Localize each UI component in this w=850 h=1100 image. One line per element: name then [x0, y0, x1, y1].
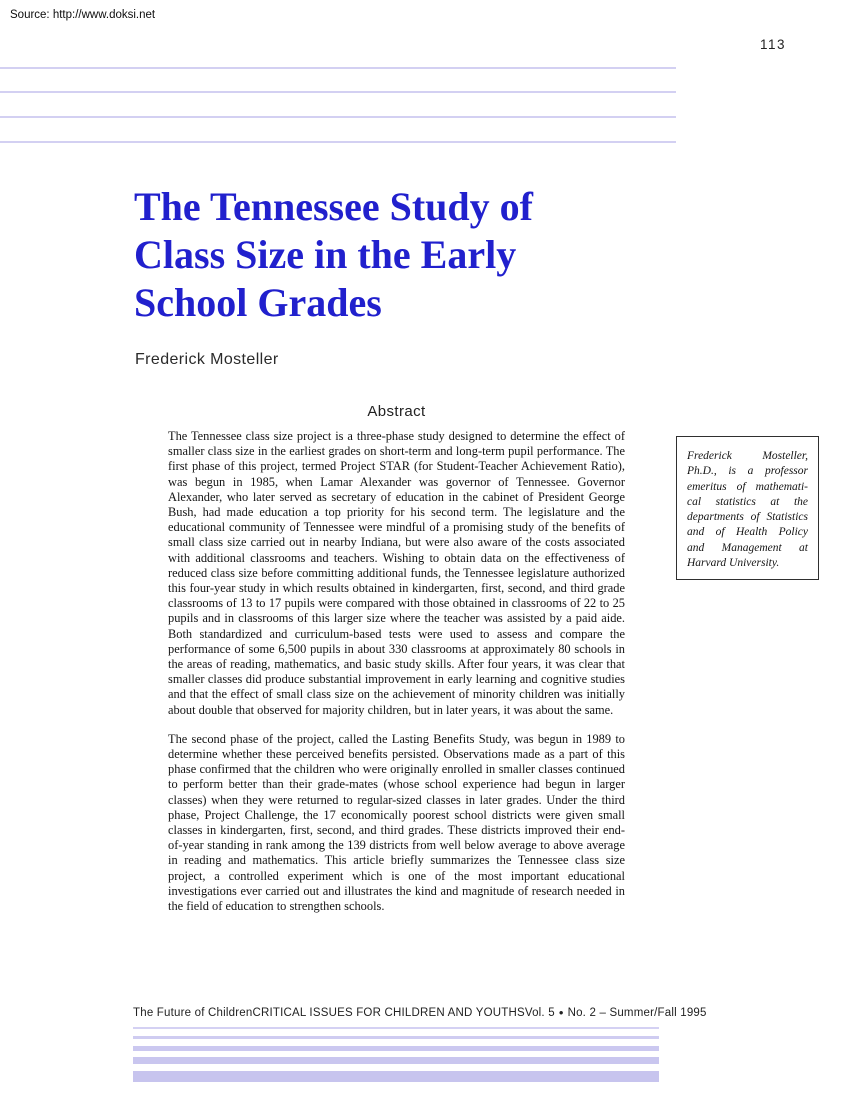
abstract-paragraph-1: The Tennessee class size project is a three-phase study designed to determine the effect of smaller class size in the earliest grades on short-term and long-term pupil performance. The first phase of this project, termed Project STAR (for Student-Teacher Achievement Ratio), was begun in 1985, when Lamar Alexander was governor of Tennessee. Governor Alexander, who later served as secretary of education in the cabinet of President George Bush, had made education a top priority for his second term. The legislature and the educational community of Tennessee were mindful of a promising study of the benefits of small class size carried out in nearby Indiana, but were also aware of the costs associated with additional classrooms and teachers. Wishing to obtain data on the effectiveness of reduced class size before committing additional funds, the Tennessee legislature authorized this four-year study in which results obtained in kindergarten, first, second, and third grade classrooms of 13 to 17 pupils were compared with those obtained in classrooms of 22 to 25 pupils and in classrooms of this larger size where the teacher was assisted by a paid aide. Both standardized and curriculum-based tests were used to assess and compare the performance of some 6,500 pupils in about 330 classrooms at approximately 80 schools in the areas of reading, mathematics, and basic study skills. After four years, it was clear that smaller classes did produce substantial improvement in early learning and cognitive studies and that the effect of small class size on the achievement of minority children was initially about double that observed for majority children, but in later years, it was about the same. — [168, 429, 625, 717]
article-title-line-3: School Grades — [134, 280, 382, 325]
author-bio-line: departments of Statistics — [687, 511, 808, 524]
top-divider-line — [0, 116, 676, 118]
top-divider-line — [0, 91, 676, 93]
footer-bullet-separator: • — [558, 1005, 564, 1020]
footer — [133, 1004, 707, 1020]
author-bio-line: Ph.D., is a professor — [687, 465, 808, 478]
author-bio-line: and of Health Policy — [687, 526, 808, 539]
page-number: 113 — [759, 37, 787, 52]
abstract-body — [168, 429, 625, 928]
footer-volume: Vol. 5 — [524, 1007, 555, 1019]
author-bio-line: Frederick Mosteller, — [687, 450, 808, 462]
footer-stripe — [133, 1071, 659, 1082]
author-bio-line: cal statistics at the — [687, 495, 808, 508]
footer-journal-name: The Future of Children — [133, 1007, 253, 1019]
top-divider-line — [0, 141, 676, 143]
footer-stripe — [133, 1057, 659, 1064]
footer-rule-line — [133, 1027, 659, 1029]
article-title-line-2: Class Size in the Early — [134, 232, 517, 277]
author-bio-line: and Management at — [687, 541, 808, 554]
article-title — [134, 183, 533, 327]
abstract-heading: Abstract — [367, 403, 426, 420]
footer-stripe — [133, 1046, 659, 1051]
author-bio-box — [676, 436, 819, 580]
abstract-paragraph-2: The second phase of the project, called the Lasting Benefits Study, was begun in 1989 to determine whether these perceived benefits persisted. Observations made as a part of this phase confirmed that the children who were originally enrolled in smaller classes continued to perform better than their grade-mates (whose school experience had begun in larger classes) when they were returned to regular-sized classes in later grades. Under the third phase, Project Challenge, the 17 economically poorest school districts were given small classes in kindergarten, first, second, and third grades. These districts improved their end-of-year standing in rank among the 139 districts from well below average to above average in reading and mathematics. This article briefly summarizes the Tennessee class size project, a controlled experiment which is one of the most important educational investigations ever carried out and illustrates the kind and magnitude of research needed in the field of education to strengthen schools. — [168, 731, 625, 914]
author-name: Frederick Mosteller — [135, 351, 279, 368]
author-bio-line: Harvard University. — [687, 557, 780, 570]
source-url: Source: http://www.doksi.net — [10, 9, 156, 21]
footer-issue: No. 2 – Summer/Fall 1995 — [567, 1007, 707, 1019]
top-divider-line — [0, 67, 676, 69]
footer-stripe — [133, 1036, 659, 1039]
author-bio-line: emeritus of mathemati- — [687, 480, 808, 493]
article-title-line-1: The Tennessee Study of — [134, 184, 533, 229]
footer-series-title: CRITICAL ISSUES FOR CHILDREN AND YOUTHS — [252, 1007, 525, 1019]
footer-volume-info — [525, 1004, 707, 1019]
